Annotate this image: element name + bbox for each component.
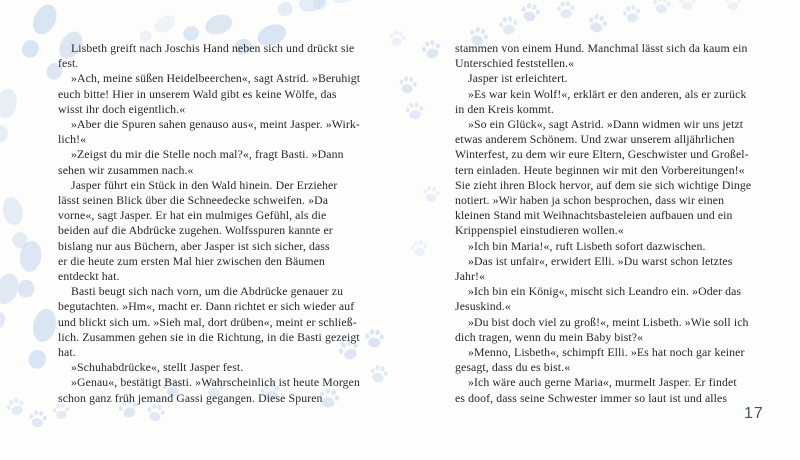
text-line: »Menno, Lisbeth«, schimpft Elli. »Es hat noch gar keiner [468, 345, 745, 360]
text-line: entdeckt hat. [58, 269, 120, 284]
text-line: tern einladen. Heute beginnen wir mit den Vorbereitungen!« [455, 162, 745, 177]
text-line: stammen von einem Hund. Manchmal lässt sich da kaum ein [455, 41, 748, 55]
right-page-text [455, 41, 760, 406]
right_page-paragraph [455, 239, 760, 254]
page-number: 17 [744, 405, 764, 422]
paw-print-icon [621, 3, 643, 24]
right_page-paragraph [455, 315, 760, 345]
text-line: schon ganz früh jemand Gassi gegangen. Diese Spuren [58, 390, 323, 405]
text-line: »Ich bin ein König«, mischt sich Leandro ein. »Oder das [468, 284, 742, 299]
text-line: Jesuskind.« [455, 299, 511, 314]
text-line: Jahr!« [455, 269, 486, 284]
right_page-paragraph [455, 345, 760, 375]
text-line: euch bitte! Hier in unserem Wald gibt es keine Wölfe, das [58, 86, 337, 101]
text-line: beiden auf die Abdrücke zugehen. Wolfsspuren kannte er [58, 223, 333, 238]
paw-print-icon [497, 15, 520, 37]
text-line: kleinen Stand mit Weihnachtsbasteleien aufbauen und ein [455, 208, 733, 223]
paw-print-icon [404, 101, 425, 121]
left_page-paragraph [58, 284, 404, 360]
text-line: lich. Zusammen gehen sie in die Richtung, in die Basti gezeigt [58, 329, 360, 344]
text-line: dich tragen, wenn du mein Baby bist?« [455, 329, 644, 344]
left_page-paragraph [58, 117, 404, 147]
text-line: in den Kreis kommt. [455, 101, 554, 116]
text-line: Winterfest, zu dem wir eure Eltern, Geschwister und Großel- [455, 147, 749, 162]
left_page-paragraph [58, 41, 404, 71]
paw-print-icon [419, 38, 444, 62]
text-line: hat. [58, 345, 76, 360]
text-line: er die heute zum ersten Mal hier zwischen den Bäumen [58, 253, 325, 268]
text-line: Jasper ist erleichtert. [468, 71, 568, 86]
paw-print-icon [651, 0, 673, 15]
text-line: es doof, dass seine Schwester immer so laut ist und alles [455, 390, 728, 405]
text-line: und blickt sich um. »Sieh mal, dort drüben«, meint er schließ- [58, 314, 357, 329]
paw-print-icon [678, 0, 696, 11]
boot-print-icon [0, 86, 22, 146]
text-line: »Zeigst du mir die Stelle noch mal?«, fragt Basti. »Dann [71, 147, 344, 162]
text-line: »Aber die Spuren sahen genauso aus«, meint Jasper. »Wirk- [71, 117, 360, 132]
right_page-paragraph [455, 284, 760, 314]
left_page-paragraph [58, 71, 404, 117]
right_page-paragraph [455, 71, 760, 86]
text-line: »Ach, meine süßen Heidelbeerchen«, sagt Astrid. »Beruhigt [71, 71, 361, 86]
left_page-paragraph [58, 178, 404, 284]
text-line: »Das ist unfair«, erwidert Elli. »Du warst schon letztes [468, 253, 733, 268]
text-line: Basti beugt sich nach vorn, um die Abdrücke genauer zu [71, 284, 344, 299]
text-line: Jasper führt ein Stück in den Wald hinein. Der Erzieher [71, 177, 338, 192]
boot-print-icon [308, 0, 360, 16]
paw-print-icon [724, 0, 742, 11]
text-line: lich!« [58, 132, 87, 147]
text-line: sehen wir zusammen nach.« [58, 162, 194, 177]
text-line: Lisbeth greift nach Joschis Hand neben sich und drückt sie [71, 41, 355, 55]
paw-print-icon [585, 12, 610, 36]
left-page-text [58, 41, 404, 406]
text-line: Sie zieht ihren Block hervor, auf dem sie sich wichtige Dinge [455, 177, 752, 192]
boot-print-icon [22, 306, 62, 373]
text-line: vorne«, sagt Jasper. Er hat ein mulmiges Gefühl, als die [58, 208, 327, 223]
paw-print-icon [555, 0, 576, 19]
text-line: Krippenspiel einstudieren wollen.« [455, 223, 624, 238]
paw-print-icon [409, 239, 429, 258]
text-line: »Ich wäre auch gerne Maria«, murmelt Jasper. Er findet [468, 375, 737, 390]
text-line: notiert. »Wir haben ja schon besprochen, dass wir einen [455, 193, 725, 208]
right_page-paragraph [455, 87, 760, 117]
text-line: begutachten. »Hm«, macht er. Dann richtet er sich wieder auf [58, 299, 355, 314]
text-line: fest. [58, 56, 79, 71]
text-line: wisst ihr doch eigentlich.« [58, 101, 186, 116]
text-line: »Ich bin Maria!«, ruft Lisbeth sofort dazwischen. [468, 238, 706, 253]
paw-print-icon [27, 409, 49, 430]
text-line: bislang nur aus Büchern, aber Jasper ist sich sicher, dass [58, 238, 330, 253]
paw-print-icon [518, 1, 542, 24]
left_page-paragraph [58, 375, 404, 405]
left_page-paragraph [58, 147, 404, 177]
text-line: »Es war kein Wolf!«, erklärt er den anderen, als er zurück [468, 86, 747, 101]
right_page-paragraph [455, 41, 760, 71]
right_page-paragraph [455, 254, 760, 284]
text-line: »Du bist doch viel zu groß!«, meint Lisbeth. »Wie soll ich [468, 314, 749, 329]
text-line: »Schuhabdrücke«, stellt Jasper fest. [71, 360, 244, 375]
text-line: etwas anderem Schönem. Und zwar unserem alljährlichen [455, 132, 735, 147]
text-line: »So ein Glück«, sagt Astrid. »Dann widmen wir uns jetzt [468, 117, 744, 132]
left_page-paragraph [58, 360, 404, 375]
right_page-paragraph [455, 117, 760, 239]
boot-print-icon [0, 270, 24, 334]
text-line: lässt seinen Blick über die Schneedecke schweifen. »Da [58, 193, 329, 208]
paw-print-icon [4, 395, 28, 419]
text-line: gesagt, dass du es bist.« [455, 360, 571, 375]
right_page-paragraph [455, 375, 760, 405]
text-line: »Genau«, bestätigt Basti. »Wahrscheinlich ist heute Morgen [71, 375, 361, 390]
paw-print-icon [421, 185, 441, 204]
text-line: Unterschied feststellen.« [455, 56, 575, 71]
